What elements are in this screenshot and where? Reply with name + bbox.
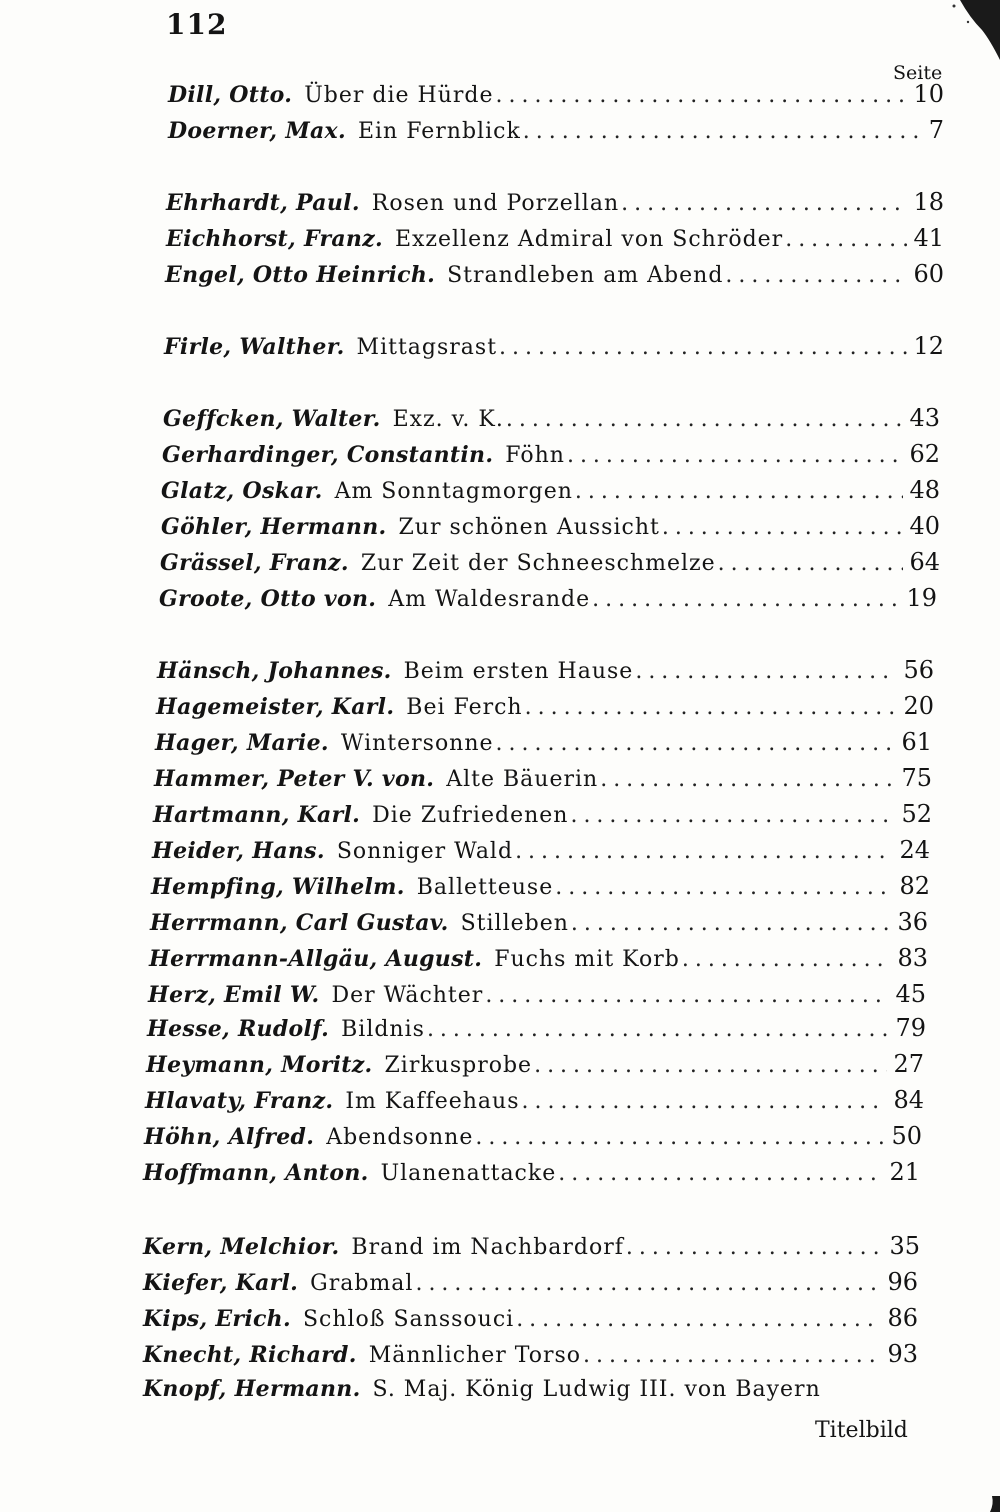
artist-name: Engel, Otto Heinrich. (165, 262, 436, 288)
index-entry (146, 1050, 924, 1084)
artwork-title: Im Kaffeehaus (345, 1089, 520, 1114)
artist-name: Hoffmann, Anton. (143, 1160, 369, 1186)
index-entry (153, 800, 932, 834)
artist-name: Hempfing, Wilhelm. (151, 874, 405, 900)
artwork-title: Fuchs mit Korb (494, 947, 680, 972)
artist-name: Geffcken, Walter. (163, 406, 381, 432)
dot-leader (415, 1271, 881, 1296)
page-reference: 62 (909, 440, 940, 468)
artist-name: Firle, Walther. (164, 334, 345, 360)
page-reference: 48 (909, 476, 940, 504)
artwork-title: Grabmal (310, 1271, 414, 1296)
artist-name: Glatz, Oskar. (161, 478, 323, 504)
index-entry (144, 1122, 922, 1156)
dot-leader (621, 191, 907, 216)
page-reference: 10 (913, 80, 944, 108)
scan-artifact-top-right (940, 0, 1000, 60)
dot-leader (592, 587, 900, 612)
artwork-title: Rosen und Porzellan (371, 191, 620, 216)
page-reference: 83 (897, 944, 928, 972)
dot-leader (570, 803, 895, 828)
artwork-title: Am Sonntagmorgen (334, 479, 573, 504)
artist-name: Eichhorst, Franz. (166, 226, 383, 252)
artwork-title: Schloß Sanssouci (302, 1307, 515, 1332)
artwork-title: Zur Zeit der Schneeschmelze (360, 551, 716, 576)
artwork-title: Beim ersten Hause (403, 659, 634, 684)
page-reference: 21 (889, 1158, 920, 1186)
dot-leader (506, 407, 904, 432)
page-reference: 45 (895, 980, 926, 1008)
artwork-title: Alte Bäuerin (446, 767, 599, 792)
index-entry (163, 404, 940, 438)
artist-name: Göhler, Hermann. (161, 514, 387, 540)
dot-leader (583, 1343, 881, 1368)
artwork-title: S. Maj. König Ludwig III. von Bayern (372, 1377, 821, 1402)
index-entry (168, 80, 944, 114)
index-entry (145, 1086, 924, 1120)
artwork-title: Zirkusprobe (384, 1053, 533, 1078)
artwork-title: Wintersonne (340, 731, 494, 756)
page-reference: 24 (899, 836, 930, 864)
index-entry (150, 908, 928, 942)
dot-leader (682, 947, 892, 972)
artist-name: Kips, Erich. (143, 1306, 291, 1332)
artist-name: Doerner, Max. (168, 118, 346, 144)
artwork-title: Föhn (505, 443, 565, 468)
dot-leader (523, 119, 919, 144)
artist-name: Höhn, Alfred. (144, 1124, 315, 1150)
dot-leader (525, 695, 898, 720)
page-reference: 52 (901, 800, 932, 828)
artist-name: Gerhardinger, Constantin. (162, 442, 494, 468)
page-reference: 20 (903, 692, 934, 720)
index-entry (143, 1340, 918, 1374)
artist-name: Herrmann-Allgäu, August. (149, 946, 483, 972)
artist-name: Hager, Marie. (155, 730, 329, 756)
dot-leader (495, 83, 907, 108)
artwork-title: Bei Ferch (406, 695, 523, 720)
artwork-title: Am Waldesrande (388, 587, 591, 612)
dot-leader (485, 983, 889, 1008)
page-reference: 56 (903, 656, 934, 684)
page-reference: 7 (928, 116, 944, 144)
page-reference: 86 (887, 1304, 918, 1332)
dot-leader (427, 1017, 890, 1042)
index-entry (143, 1232, 920, 1266)
artwork-title: Ulanenattacke (380, 1161, 557, 1186)
index-entry (155, 728, 932, 762)
index-entry (152, 836, 930, 870)
page-reference: 82 (899, 872, 930, 900)
dot-leader (499, 335, 907, 360)
index-entry (149, 944, 928, 978)
page-reference: 75 (901, 764, 932, 792)
dot-leader (534, 1053, 887, 1078)
page-reference: 96 (887, 1268, 918, 1296)
index-entry (166, 188, 944, 222)
dot-leader (558, 1161, 883, 1186)
page-reference: 64 (909, 548, 940, 576)
artwork-title: Stilleben (460, 911, 569, 936)
page-reference: 36 (897, 908, 928, 936)
page-reference: 40 (909, 512, 940, 540)
artist-name: Kiefer, Karl. (143, 1270, 299, 1296)
artist-name: Heymann, Moritz. (146, 1052, 373, 1078)
index-entry (151, 872, 930, 906)
dot-leader (567, 443, 904, 468)
artwork-title: Zur schönen Aussicht (398, 515, 660, 540)
artwork-title: Abendsonne (326, 1125, 474, 1150)
dot-leader (662, 515, 904, 540)
page-reference: 50 (891, 1122, 922, 1150)
dot-leader (555, 875, 893, 900)
artist-name: Kern, Melchior. (143, 1234, 340, 1260)
artist-name: Dill, Otto. (168, 82, 293, 108)
artwork-title: Mittagsrast (356, 335, 498, 360)
artist-name: Hagemeister, Karl. (156, 694, 395, 720)
artist-name: Grässel, Franz. (160, 550, 349, 576)
artist-name: Hammer, Peter V. von. (154, 766, 435, 792)
dot-leader (516, 1307, 881, 1332)
index-entry (148, 980, 926, 1014)
index-entry (143, 1158, 920, 1192)
index-entry (143, 1268, 918, 1302)
index-entry (168, 116, 944, 150)
artist-name: Herrmann, Carl Gustav. (150, 910, 449, 936)
page-reference: 84 (893, 1086, 924, 1114)
artwork-title: Über die Hürde (304, 83, 494, 108)
artist-name: Hänsch, Johannes. (157, 658, 392, 684)
index-entry (164, 332, 944, 366)
page-reference: 93 (887, 1340, 918, 1368)
artwork-title: Bildnis (341, 1017, 425, 1042)
index-entry (160, 548, 940, 582)
dot-leader (718, 551, 904, 576)
page-reference: 35 (889, 1232, 920, 1260)
dot-leader (496, 731, 896, 756)
index-entry (156, 692, 934, 726)
dot-leader (725, 263, 907, 288)
artwork-title: Männlicher Torso (368, 1343, 582, 1368)
artist-name: Hlavaty, Franz. (145, 1088, 334, 1114)
scan-artifact-bottom-right (986, 1496, 1000, 1512)
dot-leader (475, 1125, 885, 1150)
page-reference: 41 (913, 224, 944, 252)
page-reference: 27 (893, 1050, 924, 1078)
page-reference: 18 (913, 188, 944, 216)
artwork-title: Strandleben am Abend (447, 263, 724, 288)
dot-leader (515, 839, 893, 864)
artwork-title: Der Wächter (331, 983, 484, 1008)
artist-name: Knopf, Hermann. (143, 1376, 361, 1402)
page-reference: 12 (913, 332, 944, 360)
artist-name: Knecht, Richard. (143, 1342, 357, 1368)
dot-leader (575, 479, 904, 504)
index-entry (143, 1376, 863, 1410)
artist-name: Hesse, Rudolf. (147, 1016, 330, 1042)
index-entry (154, 764, 932, 798)
titelbild-note: Titelbild (815, 1418, 908, 1443)
artwork-title: Balletteuse (416, 875, 554, 900)
index-entry (161, 512, 940, 546)
artwork-title: Die Zufriedenen (372, 803, 569, 828)
dot-leader (522, 1089, 888, 1114)
page-reference: 19 (906, 584, 937, 612)
page-reference: 43 (909, 404, 940, 432)
artist-name: Hartmann, Karl. (153, 802, 361, 828)
index-entry (161, 476, 940, 510)
page-reference: 61 (901, 728, 932, 756)
artwork-title: Exz. v. K. (392, 407, 504, 432)
index-entry (159, 584, 937, 618)
artwork-title: Sonniger Wald (336, 839, 514, 864)
artist-name: Groote, Otto von. (159, 586, 377, 612)
dot-leader (571, 911, 892, 936)
index-entry (162, 440, 940, 474)
artist-name: Ehrhardt, Paul. (166, 190, 360, 216)
column-header-seite: Seite (893, 62, 943, 84)
dot-leader (600, 767, 895, 792)
index-entry (157, 656, 934, 690)
artwork-title: Exzellenz Admiral von Schröder (394, 227, 784, 252)
artist-name: Herz, Emil W. (148, 982, 320, 1008)
page-reference: 60 (913, 260, 944, 288)
artist-name: Heider, Hans. (152, 838, 325, 864)
artwork-title: Brand im Nachbardorf (351, 1235, 624, 1260)
page-reference: 79 (895, 1014, 926, 1042)
index-entry (147, 1014, 926, 1048)
index-entry (165, 260, 944, 294)
dot-leader (635, 659, 897, 684)
page-number: 112 (166, 8, 228, 41)
index-entry (143, 1304, 918, 1338)
dot-leader (626, 1235, 884, 1260)
artwork-title: Ein Fernblick (357, 119, 521, 144)
dot-leader (785, 227, 907, 252)
index-entry (166, 224, 944, 258)
